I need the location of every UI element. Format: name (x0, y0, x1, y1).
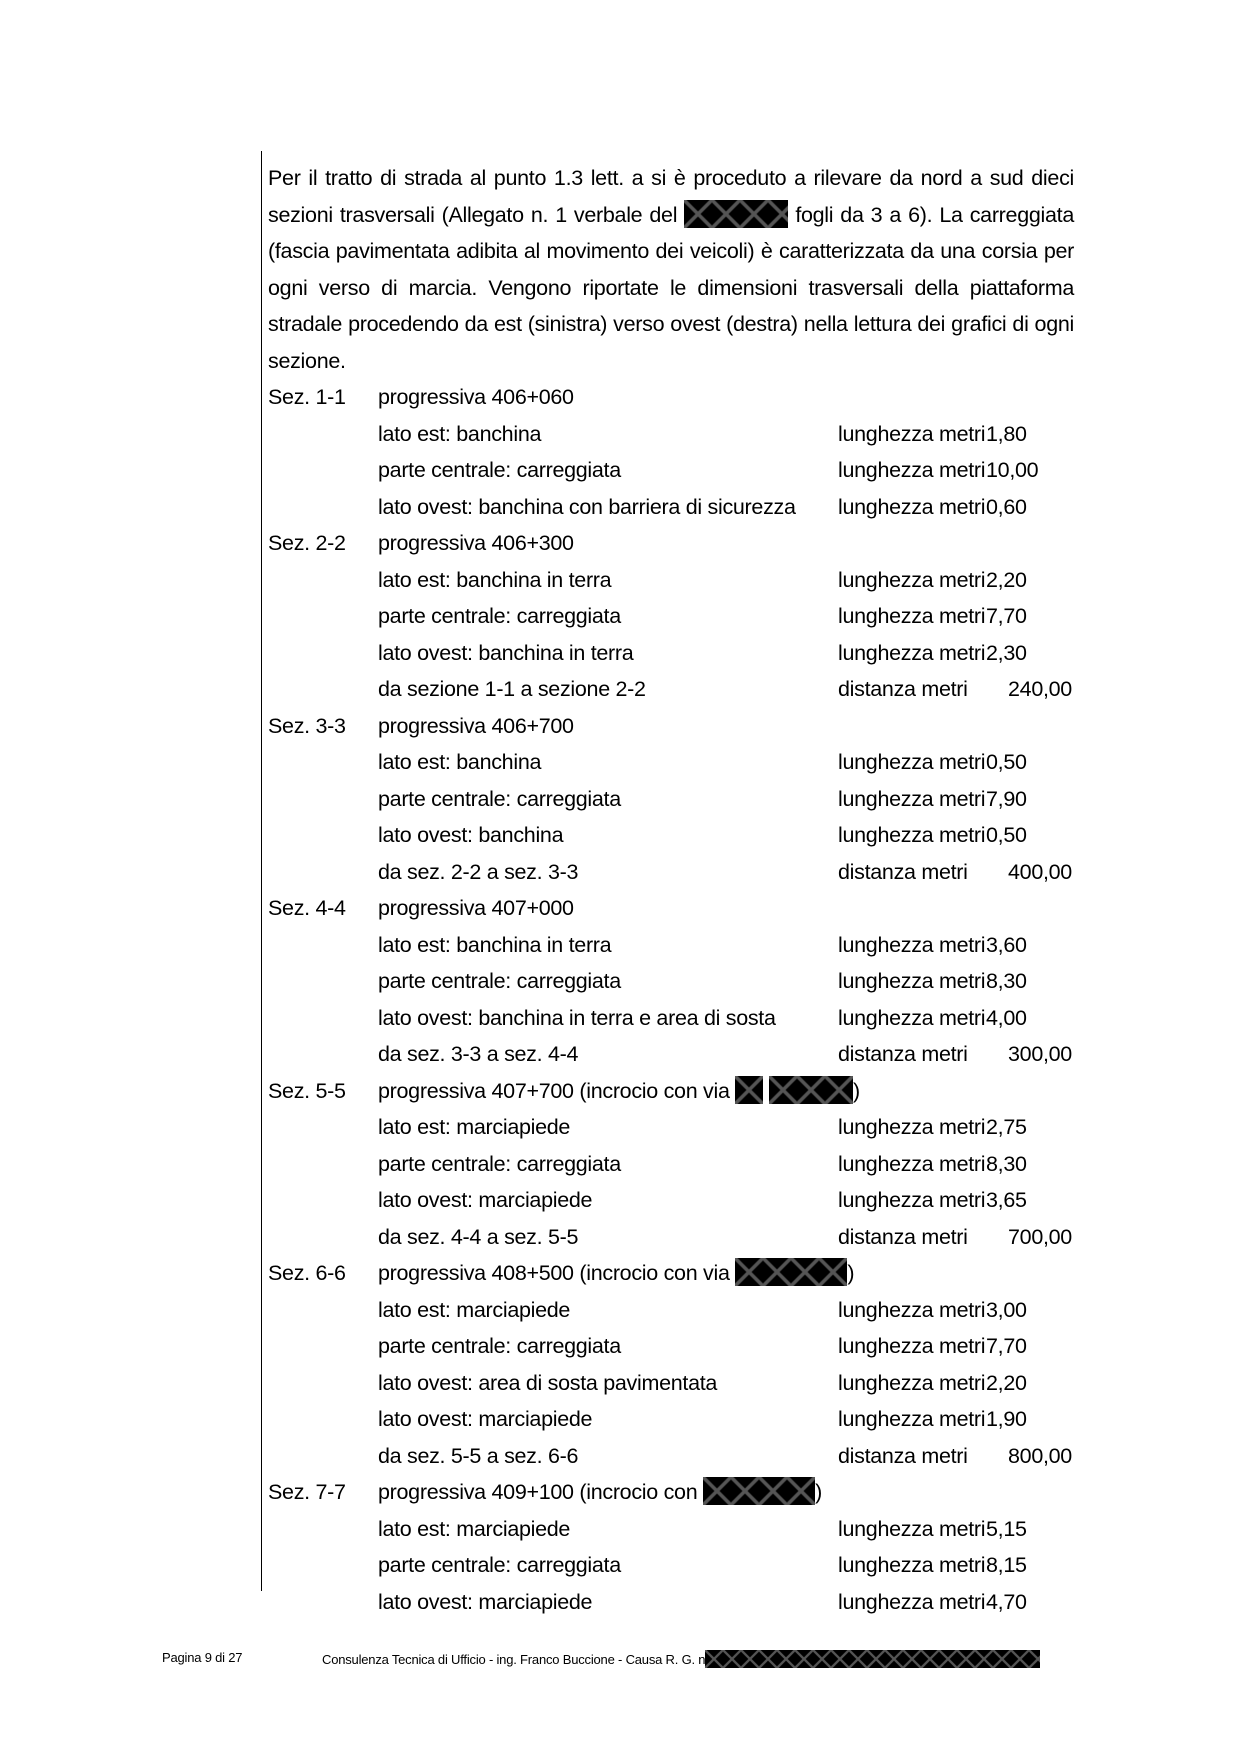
footer-title-text: Consulenza Tecnica di Ufficio - ing. Franco Buccione - Causa R. G. n (322, 1652, 706, 1667)
measurement-row (268, 489, 1074, 526)
measurement-description: lato ovest: area di sosta pavimentata (378, 1370, 718, 1395)
measurement-label: lunghezza metri (838, 932, 986, 957)
measurement-value: 2,75 (986, 1115, 1027, 1139)
measurement-description: parte centrale: carreggiata (378, 458, 621, 482)
measurement-row (268, 1000, 1074, 1037)
measurement-description: lato ovest: banchina con barriera di sicurezza (378, 494, 796, 519)
section-progressiva (378, 1073, 860, 1110)
measurement-description: da sez. 5-5 a sez. 6-6 (378, 1443, 579, 1468)
measurement-description: lato est: banchina in terra (378, 567, 612, 592)
measurement-description: da sez. 2-2 a sez. 3-3 (378, 859, 579, 884)
measurement-row (268, 927, 1074, 964)
measurement-label: lunghezza metri (838, 750, 986, 774)
section-label: Sez. 1-1 (268, 385, 346, 409)
measurement-value: 7,90 (986, 786, 1027, 811)
progressiva-close: ) (853, 1078, 860, 1103)
measurement-description: parte centrale: carreggiata (378, 604, 621, 628)
measurement-description: lato est: banchina (378, 421, 542, 446)
measurement-value: 7,70 (986, 1334, 1027, 1358)
section-header-row (268, 1474, 1074, 1511)
measurement-label: lunghezza metri (838, 1334, 986, 1358)
measurement-description: lato est: marciapiede (378, 1516, 571, 1541)
section-label: Sez. 7-7 (268, 1480, 346, 1504)
redaction-block (703, 1477, 815, 1505)
measurement-value: 240,00 (1008, 677, 1072, 701)
progressiva-close: ) (815, 1480, 822, 1504)
section-progressiva (378, 1474, 822, 1511)
measurement-row (268, 1219, 1074, 1256)
measurement-description: lato ovest: marciapiede (378, 1188, 593, 1212)
progressiva-close: ) (847, 1261, 855, 1285)
measurement-row (268, 1365, 1074, 1402)
progressiva-text: progressiva 408+500 (incrocio con via (378, 1261, 730, 1285)
measurement-value: 2,20 (986, 1370, 1027, 1395)
redaction-block (705, 1650, 1040, 1668)
redaction-block (769, 1076, 853, 1104)
measurement-label: lunghezza metri (838, 640, 986, 665)
section-progressiva (378, 379, 574, 416)
measurement-value: 5,15 (986, 1516, 1027, 1541)
measurement-value: 8,30 (986, 969, 1027, 993)
progressiva-text: progressiva 407+000 (378, 896, 574, 920)
body-text (268, 160, 1074, 1620)
redaction-block (735, 1258, 847, 1286)
measurement-description: parte centrale: carreggiata (378, 969, 621, 993)
measurement-row (268, 452, 1074, 489)
measurement-value: 800,00 (1008, 1443, 1072, 1468)
sections-table (268, 379, 1074, 1620)
measurement-label: lunghezza metri (838, 1297, 986, 1322)
section-header-row (268, 708, 1074, 745)
measurement-label: lunghezza metri (838, 969, 986, 993)
section-label: Sez. 2-2 (268, 531, 346, 555)
section-header-row (268, 379, 1074, 416)
measurement-label: lunghezza metri (838, 1370, 986, 1395)
measurement-label: lunghezza metri (838, 823, 986, 847)
measurement-description: lato est: marciapiede (378, 1297, 571, 1322)
measurement-label: distanza metri (838, 1224, 968, 1249)
measurement-value: 1,80 (986, 421, 1027, 446)
measurement-description: parte centrale: carreggiata (378, 1334, 621, 1358)
measurement-label: lunghezza metri (838, 494, 986, 519)
measurement-description: parte centrale: carreggiata (378, 786, 621, 811)
measurement-row (268, 1547, 1074, 1584)
measurement-value: 4,70 (986, 1589, 1027, 1614)
measurement-description: lato ovest: banchina (378, 823, 564, 847)
redaction-block (684, 200, 788, 228)
measurement-label: lunghezza metri (838, 1115, 986, 1139)
measurement-description: da sez. 3-3 a sez. 4-4 (378, 1042, 579, 1066)
measurement-description: lato ovest: banchina in terra e area di sosta (378, 1005, 776, 1030)
measurement-value: 700,00 (1008, 1224, 1072, 1249)
measurement-value: 7,70 (986, 604, 1027, 628)
measurement-row (268, 817, 1074, 854)
section-label: Sez. 3-3 (268, 713, 346, 738)
measurement-description: lato est: marciapiede (378, 1115, 571, 1139)
measurement-label: lunghezza metri (838, 1005, 986, 1030)
measurement-row (268, 635, 1074, 672)
measurement-value: 3,00 (986, 1297, 1027, 1322)
measurement-label: lunghezza metri (838, 567, 986, 592)
measurement-description: lato ovest: marciapiede (378, 1589, 593, 1614)
measurement-label: lunghezza metri (838, 604, 986, 628)
measurement-label: lunghezza metri (838, 1151, 986, 1176)
measurement-row (268, 1182, 1074, 1219)
measurement-row (268, 744, 1074, 781)
measurement-row (268, 1036, 1074, 1073)
measurement-row (268, 1146, 1074, 1183)
measurement-row (268, 416, 1074, 453)
footer-page-number: Pagina 9 di 27 (162, 1650, 243, 1665)
measurement-row (268, 1584, 1074, 1621)
measurement-value: 0,50 (986, 823, 1027, 847)
measurement-value: 10,00 (986, 458, 1039, 482)
measurement-value: 4,00 (986, 1005, 1027, 1030)
margin-rule (261, 151, 262, 1591)
measurement-value: 0,60 (986, 494, 1027, 519)
measurement-description: lato ovest: banchina in terra (378, 640, 634, 665)
section-progressiva (378, 890, 574, 927)
measurement-row (268, 854, 1074, 891)
measurement-label: lunghezza metri (838, 1407, 986, 1431)
section-header-row (268, 890, 1074, 927)
measurement-row (268, 781, 1074, 818)
progressiva-text: progressiva 406+700 (378, 713, 574, 738)
measurement-row (268, 1401, 1074, 1438)
measurement-label: distanza metri (838, 859, 968, 884)
measurement-description: parte centrale: carreggiata (378, 1151, 621, 1176)
measurement-value: 400,00 (1008, 859, 1072, 884)
measurement-row (268, 1438, 1074, 1475)
measurement-label: lunghezza metri (838, 1188, 986, 1212)
progressiva-text: progressiva 407+700 (incrocio con via (378, 1078, 730, 1103)
measurement-description: lato est: banchina (378, 750, 542, 774)
intro-paragraph (268, 160, 1074, 379)
measurement-label: lunghezza metri (838, 1553, 986, 1577)
section-header-row (268, 1255, 1074, 1292)
section-progressiva (378, 708, 574, 745)
intro-text-part1: Per il tratto di strada al punto 1.3 lett. a si è proceduto a rilevare da nord a sud dieci sezioni trasversali (Allegato n. 1 verbale del (268, 166, 1074, 227)
measurement-description: lato ovest: marciapiede (378, 1407, 593, 1431)
section-header-row (268, 525, 1074, 562)
measurement-row (268, 1328, 1074, 1365)
measurement-value: 0,50 (986, 750, 1027, 774)
measurement-row (268, 963, 1074, 1000)
measurement-label: lunghezza metri (838, 1589, 986, 1614)
measurement-description: da sez. 4-4 a sez. 5-5 (378, 1224, 579, 1249)
measurement-value: 3,65 (986, 1188, 1027, 1212)
footer-title (322, 1650, 1040, 1668)
progressiva-text: progressiva 409+100 (incrocio con (378, 1480, 698, 1504)
intro-text-part2: fogli da 3 a 6). La carreggiata (fascia pavimentata adibita al movimento dei veicoli) è caratterizzata da una corsia per ogni verso di marcia. Vengono riportate le dimensioni trasversali della piattaforma stradale procedendo da est (sinistra) verso ovest (destra) nella lettura dei grafici di ogni sezione. (268, 202, 1074, 373)
section-header-row (268, 1073, 1074, 1110)
measurement-value: 300,00 (1008, 1042, 1072, 1066)
measurement-label: distanza metri (838, 1042, 968, 1066)
redaction-block (735, 1076, 763, 1104)
section-label: Sez. 4-4 (268, 896, 346, 920)
measurement-label: lunghezza metri (838, 421, 986, 446)
section-label: Sez. 6-6 (268, 1261, 346, 1285)
measurement-description: parte centrale: carreggiata (378, 1553, 621, 1577)
measurement-row (268, 1109, 1074, 1146)
measurement-row (268, 598, 1074, 635)
measurement-value: 1,90 (986, 1407, 1027, 1431)
measurement-value: 2,30 (986, 640, 1027, 665)
section-label: Sez. 5-5 (268, 1078, 346, 1103)
measurement-label: lunghezza metri (838, 786, 986, 811)
measurement-value: 8,15 (986, 1553, 1027, 1577)
measurement-label: distanza metri (838, 677, 968, 701)
measurement-value: 8,30 (986, 1151, 1027, 1176)
measurement-row (268, 671, 1074, 708)
measurement-value: 3,60 (986, 932, 1027, 957)
measurement-row (268, 562, 1074, 599)
measurement-label: distanza metri (838, 1443, 968, 1468)
measurement-description: lato est: banchina in terra (378, 932, 612, 957)
measurement-description: da sezione 1-1 a sezione 2-2 (378, 677, 646, 701)
section-progressiva (378, 525, 574, 562)
section-progressiva (378, 1255, 854, 1292)
progressiva-text: progressiva 406+060 (378, 385, 574, 409)
measurement-row (268, 1511, 1074, 1548)
measurement-value: 2,20 (986, 567, 1027, 592)
measurement-label: lunghezza metri (838, 1516, 986, 1541)
measurement-row (268, 1292, 1074, 1329)
progressiva-text: progressiva 406+300 (378, 531, 574, 555)
measurement-label: lunghezza metri (838, 458, 986, 482)
